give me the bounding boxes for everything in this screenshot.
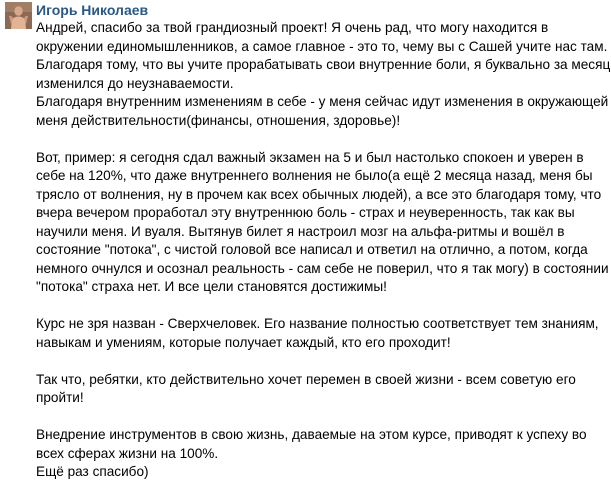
text-line: немного очнулся и осознал реальность - сам себе не поверил, что я так могу) в состоянии xyxy=(36,260,609,276)
text-line: научили меня. И вуаля. Вытянув билет я настроил мозг на альфа-ритмы и вошёл в xyxy=(36,223,565,239)
text-line: Благодаря тому, что вы учите прорабатывать свои внутренние боли, я буквально за месяц xyxy=(36,57,611,72)
avatar-photo-icon xyxy=(5,2,32,29)
text-line: изменился до неузнаваемости. xyxy=(36,75,234,91)
text-line: Вот, пример: я сегодня сдал важный экзамен на 5 и был настолько спокоен и уверен в xyxy=(36,149,584,165)
text-line: пройти! xyxy=(36,390,84,405)
paragraph-2 xyxy=(36,149,608,297)
text-line: Внедрение инструментов в свою жизнь, даваемые на этом курсе, приводят к успеху во xyxy=(36,427,587,442)
paragraph-4 xyxy=(36,371,608,408)
text-line: всех сферах жизни на 100%. xyxy=(36,445,219,461)
avatar[interactable] xyxy=(5,2,32,29)
text-line: Благодаря внутренним изменениям в себе - у меня сейчас идут изменения в окружающей xyxy=(36,94,609,109)
paragraph-1 xyxy=(36,19,611,130)
text-line: вчера вечером проработал эту внутреннюю боль - страх и неуверенность, так как вы xyxy=(36,205,575,220)
text-line: Курс не зря назван - Сверхчеловек. Его название полностью соответствует тем знаниям, xyxy=(36,316,599,331)
post-text xyxy=(36,19,611,500)
paragraph-5 xyxy=(36,426,608,482)
text-line: состояние "потока", с чистой головой все написал и ответил на отлично, а потом, когда xyxy=(36,242,588,257)
text-line: Ещё раз спасибо) xyxy=(36,464,149,479)
text-line: себе на 120%, что даже внутреннего волнения не было(а ещё 2 месяца назад, меня бы xyxy=(36,168,593,183)
text-line: навыкам и умениям, которые получает каждый, кто его проходит! xyxy=(36,334,451,350)
text-line: Андрей, спасибо за твой грандиозный проект! Я очень рад, что могу находится в xyxy=(36,20,549,35)
text-line: Так что, ребятки, кто действительно хочет перемен в своей жизни - всем советую его xyxy=(36,371,576,387)
paragraph-3 xyxy=(36,315,608,352)
text-line: меня действительности(финансы, отношения, здоровье)! xyxy=(36,112,401,128)
author-name[interactable]: Игорь Николаев xyxy=(36,2,149,18)
text-line: трясло от волнения, ну в прочем как всех обычных людей), а все это благодаря тому, что xyxy=(36,186,602,202)
text-line: окружении единомышленников, а самое главное - это то, чему вы с Сашей учите нас там. xyxy=(36,38,608,54)
text-line: "потока" страха нет. И все цели становятся достижимы! xyxy=(36,279,387,294)
